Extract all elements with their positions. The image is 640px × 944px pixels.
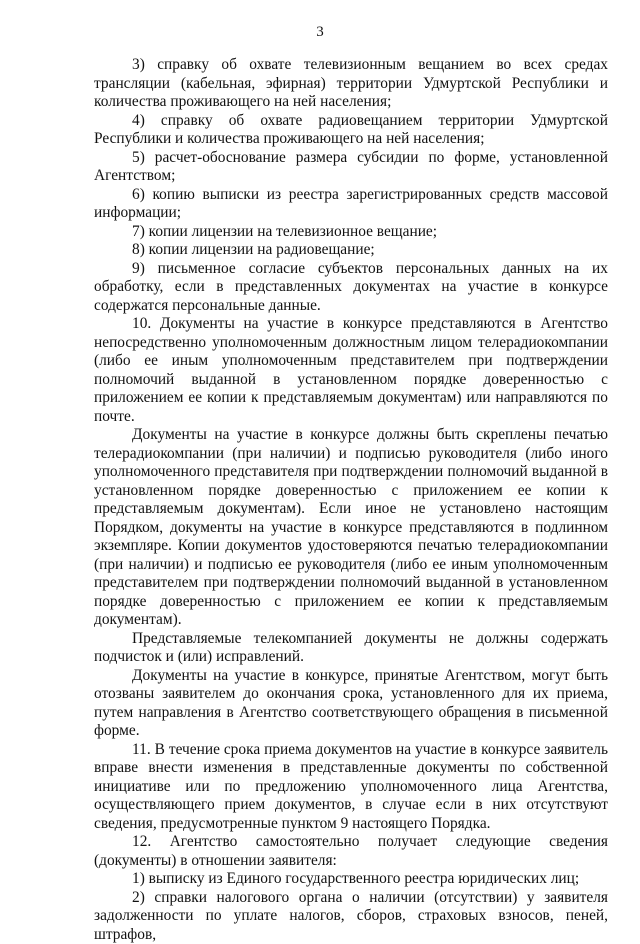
paragraph-item-5-subsidy-calculation: 5) расчет-обоснование размера субсидии по форме, установленной Агентством; [94,149,608,186]
paragraph-withdrawal: Документы на участие в конкурсе, принятые Агентством, могут быть отозваны заявителем до окончания срока, установленного для их приема, путем направления в Агентство соответствующего обращения в письменной форме. [94,667,608,741]
paragraph-item-9-personal-data-consent: 9) письменное согласие субъектов персональных данных на их обработку, если в представленных документах на участие в конкурсе содержатся персональные данные. [94,260,608,316]
page-number: 3 [0,23,640,41]
paragraph-no-corrections: Представляемые телекомпанией документы не должны содержать подчисток и (или) исправлений. [94,630,608,667]
paragraph-section-10-submission: 10. Документы на участие в конкурсе представляются в Агентство непосредственно уполномоченным должностным лицом телерадиокомпании (либо ее иным уполномоченным представителем при подтверждении полномочий выданной в установленном порядке доверенностью с приложением ее копии к представляемым документам) или направляются по почте. [94,315,608,426]
paragraph-section-11-amendments: 11. В течение срока приема документов на участие в конкурсе заявитель вправе внести изменения в представленные документы по собственной инициативе или по предложению уполномоченного лица Агентства, осуществляющего прием документов, в случае если в них отсутствуют сведения, предусмотренные пунктом 9 настоящего Порядка. [94,741,608,834]
paragraph-documents-certification: Документы на участие в конкурсе должны быть скреплены печатью телерадиокомпании (при наличии) и подписью руководителя (либо иного уполномоченного представителя при подтверждении полномочий выданной в установленном порядке доверенностью с приложением ее копии к представляемым документам). Если иное не установлено настоящим Порядком, документы на участие в конкурсе представляются в подлинном экземпляре. Копии документов удостоверяются печатью телерадиокомпании (при наличии) и подписью ее руководителя (либо ее иным уполномоченным представителем при подтверждении полномочий выданной в установленном порядке доверенностью с приложением ее копии к представляемым документам). [94,426,608,630]
paragraph-section-12-agency-requests: 12. Агентство самостоятельно получает следующие сведения (документы) в отношении заявителя: [94,833,608,870]
paragraph-item-3-tv-coverage: 3) справку об охвате телевизионным вещанием во всех средах трансляции (кабельная, эфирная) территории Удмуртской Республики и количества проживающего на ней населения; [94,56,608,112]
document-body [94,56,608,944]
paragraph-item-8-radio-license: 8) копии лицензии на радиовещание; [94,241,608,260]
paragraph-item-4-radio-coverage: 4) справку об охвате радиовещанием территории Удмуртской Республики и количества проживающего на ней населения; [94,112,608,149]
paragraph-item-7-tv-license: 7) копии лицензии на телевизионное вещание; [94,223,608,242]
paragraph-item-1-legal-entities-register: 1) выписку из Единого государственного реестра юридических лиц; [94,870,608,889]
paragraph-item-6-media-registry: 6) копию выписки из реестра зарегистрированных средств массовой информации; [94,186,608,223]
paragraph-item-2-tax-certificate: 2) справки налогового органа о наличии (отсутствии) у заявителя задолженности по уплате налогов, сборов, страховых взносов, пеней, штрафов, [94,889,608,944]
